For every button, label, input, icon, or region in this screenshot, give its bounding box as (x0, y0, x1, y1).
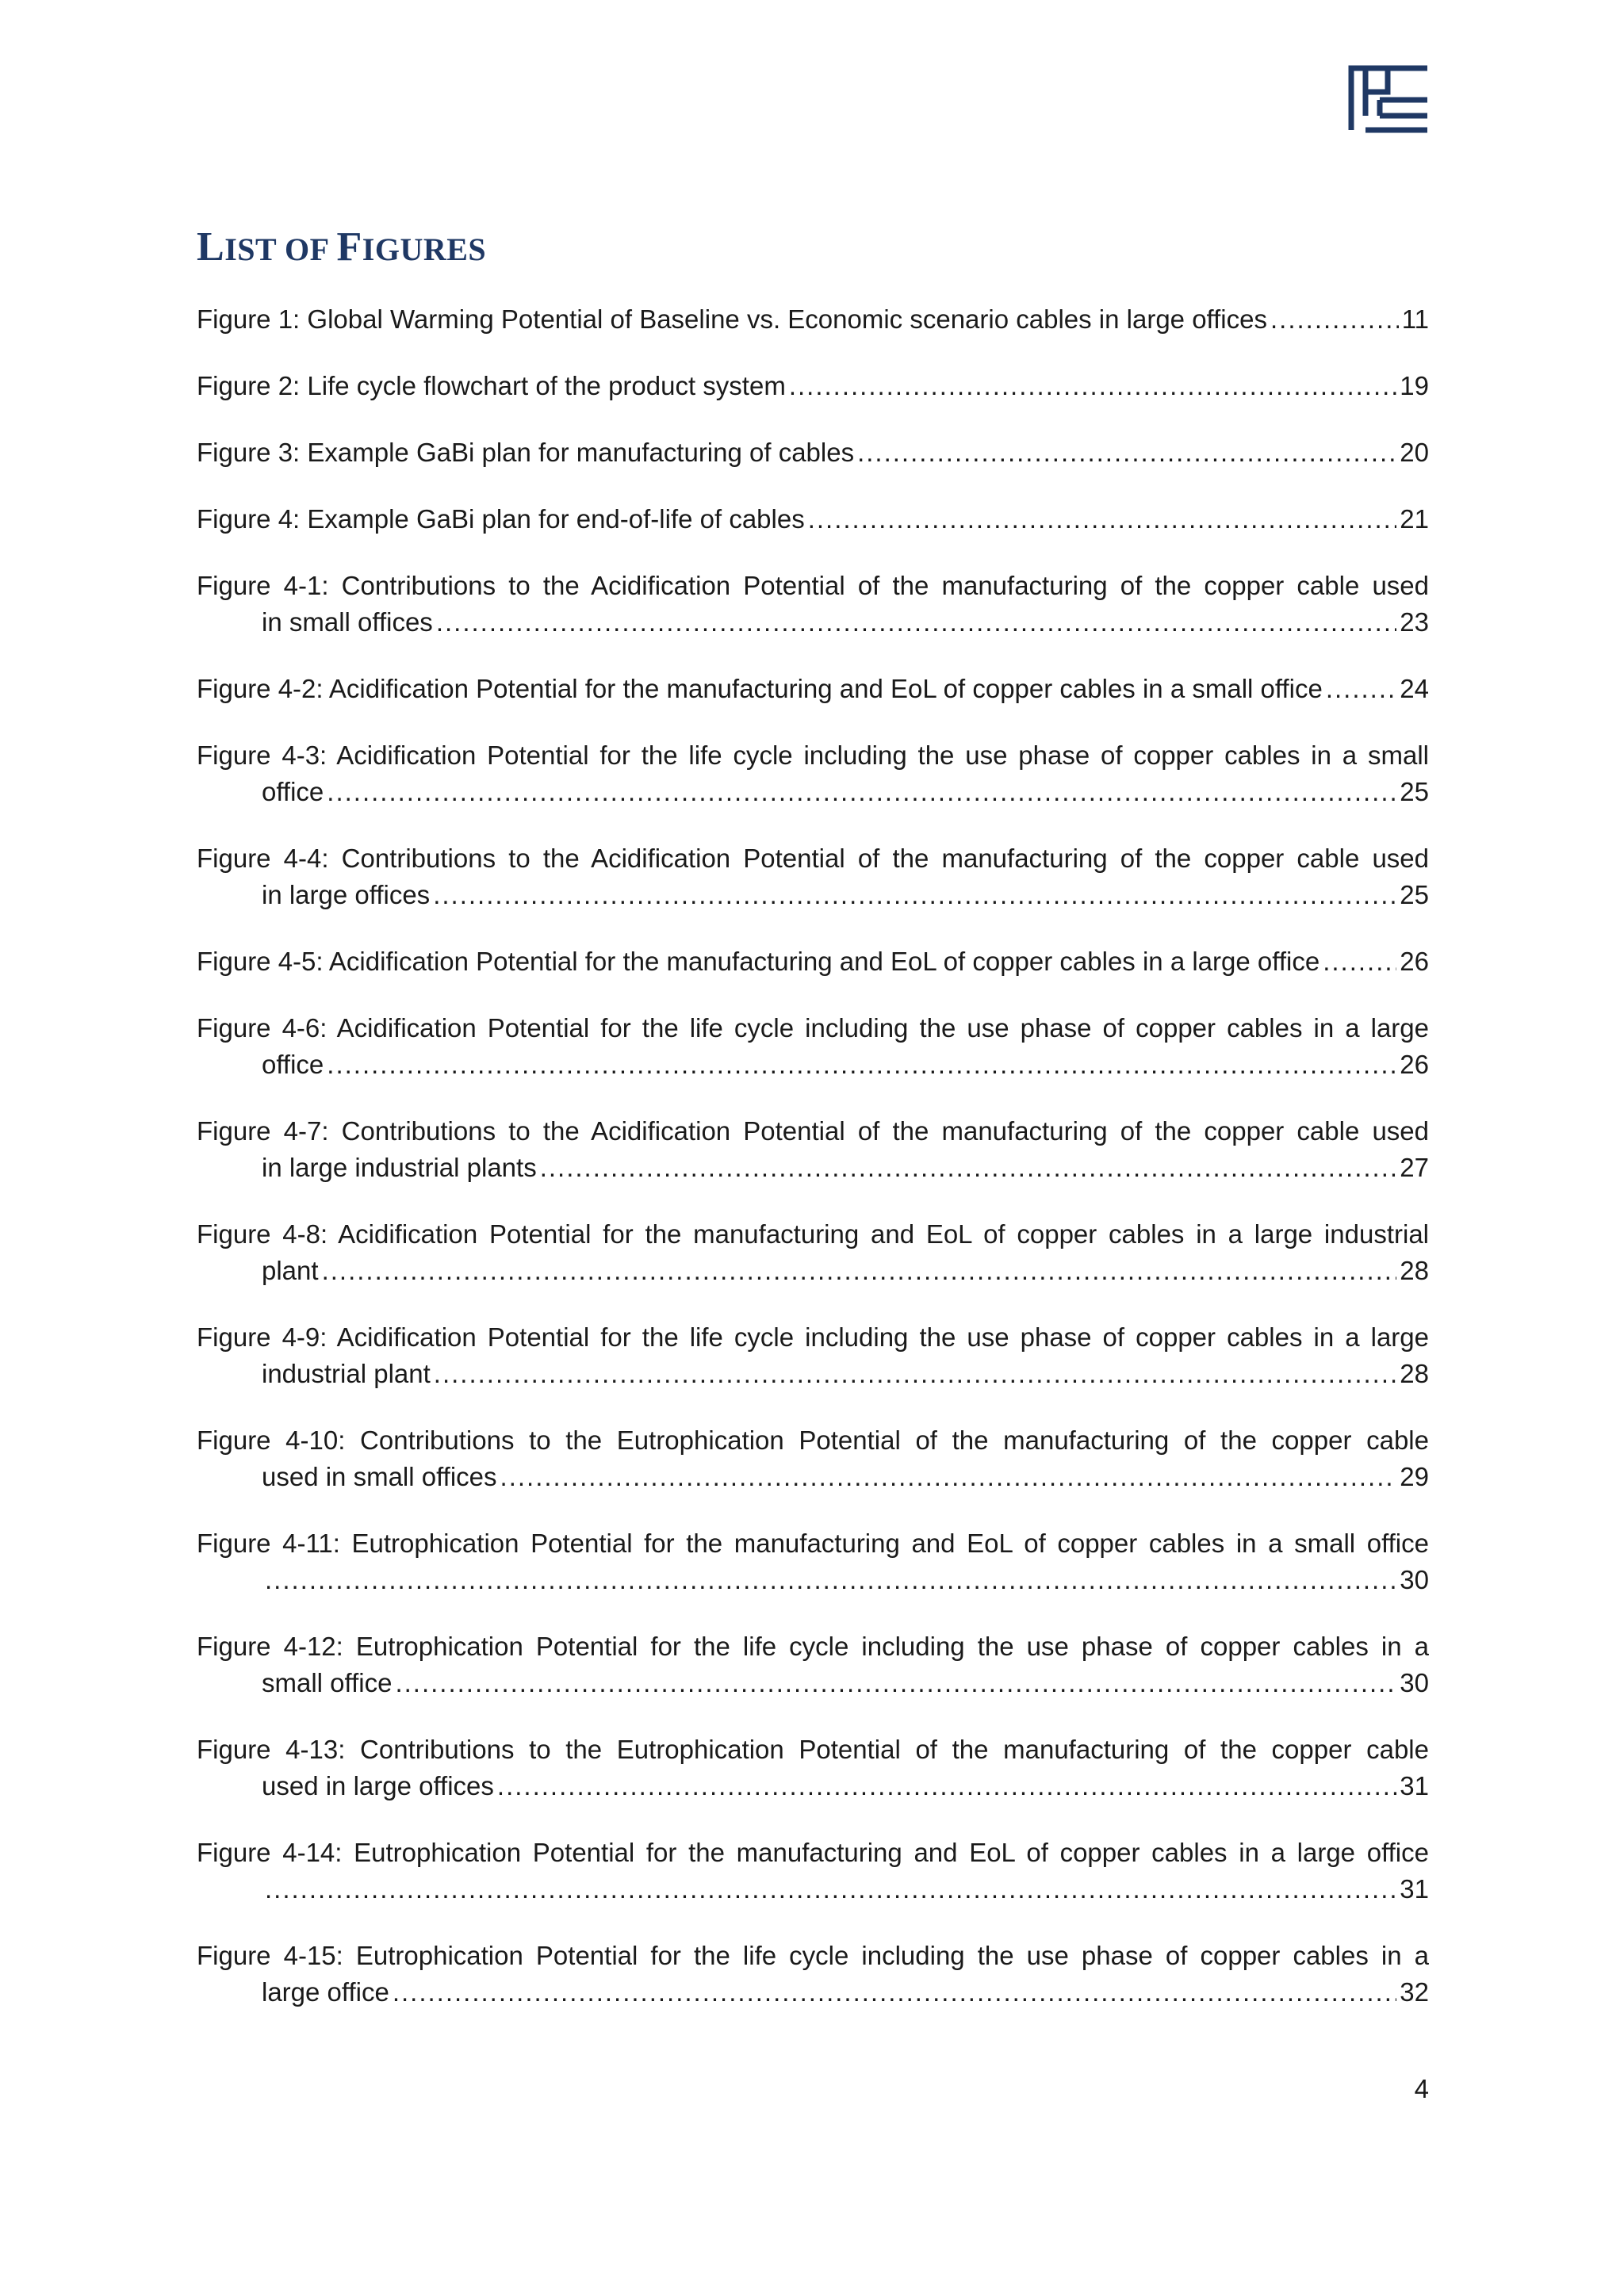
toc-entry-page: 23 (1400, 607, 1429, 637)
toc-entry-title-line: Figure 4-10: Contributions to the Eutrophication Potential of the manufacturing of the copper cable (197, 1425, 1429, 1455)
toc-entry[interactable] (197, 840, 1429, 913)
pe-logo-icon (1348, 65, 1431, 133)
dot-leader (436, 604, 1396, 641)
toc-entry-leader-line (197, 501, 1429, 538)
toc-entry[interactable] (197, 1216, 1429, 1289)
toc-entry-title: office (262, 777, 324, 806)
toc-entry-leader-line (197, 1150, 1429, 1186)
dot-leader (540, 1150, 1397, 1186)
toc-entry-title: Figure 4: Example GaBi plan for end-of-life of cables (197, 504, 805, 534)
toc-entry-page: 28 (1400, 1256, 1429, 1285)
toc-entry-leader-line (197, 368, 1429, 404)
toc-entry-title: industrial plant (262, 1359, 431, 1388)
toc-entry[interactable] (197, 1422, 1429, 1495)
toc-entry[interactable] (197, 1732, 1429, 1804)
page-number: 4 (1414, 2074, 1429, 2103)
toc-entry[interactable] (197, 501, 1429, 538)
toc-entry-page: 26 (1400, 947, 1429, 976)
toc-entry-title: office (262, 1050, 324, 1079)
toc-entry-page: 31 (1400, 1874, 1429, 1904)
dot-leader (500, 1459, 1397, 1495)
toc-entry-page: 21 (1400, 504, 1429, 534)
toc-entry[interactable] (197, 1525, 1429, 1598)
toc-entry-title: plant (262, 1256, 319, 1285)
toc-entry-title-line: Figure 4-8: Acidification Potential for the manufacturing and EoL of copper cables in a large industrial (197, 1219, 1429, 1249)
dot-leader (327, 1047, 1396, 1083)
toc-entry-leader-line (197, 1562, 1429, 1598)
toc-entry-title: Figure 3: Example GaBi plan for manufacturing of cables (197, 438, 855, 467)
toc-entry-title: Figure 2: Life cycle flowchart of the product system (197, 371, 786, 400)
dot-leader (265, 1562, 1396, 1598)
toc-entry[interactable] (197, 671, 1429, 707)
toc-entry-page: 27 (1400, 1153, 1429, 1182)
toc-entry-title-line: Figure 4-9: Acidification Potential for the life cycle including the use phase of copper cables in a large (197, 1322, 1429, 1352)
dot-leader (322, 1253, 1397, 1289)
toc-entry-leader-line (197, 1459, 1429, 1495)
toc-entry-leader-line (197, 1253, 1429, 1289)
toc-entry-page: 32 (1400, 1977, 1429, 2007)
page-title: LIST OF FIGURES (197, 224, 487, 270)
toc-entry-leader-line (197, 943, 1429, 980)
toc-entry-title-line: Figure 4-12: Eutrophication Potential for the life cycle including the use phase of copper cables in a (197, 1632, 1429, 1661)
toc-entry-title-line: Figure 4-1: Contributions to the Acidification Potential of the manufacturing of the copper cable used (197, 571, 1429, 600)
toc-entry-title-line: Figure 4-7: Contributions to the Acidification Potential of the manufacturing of the copper cable used (197, 1116, 1429, 1146)
toc-entry-leader-line (197, 1871, 1429, 1908)
toc-entry-leader-line (197, 877, 1429, 913)
toc-entry-page: 19 (1400, 371, 1429, 400)
toc-entry-page: 29 (1400, 1462, 1429, 1491)
toc-entry-page: 30 (1400, 1668, 1429, 1697)
toc-entry-page: 20 (1400, 438, 1429, 467)
dot-leader (327, 774, 1396, 810)
dot-leader (434, 1356, 1396, 1392)
toc-entry[interactable] (197, 1938, 1429, 2011)
toc-entry[interactable] (197, 1628, 1429, 1701)
toc-entry-title-line: Figure 4-15: Eutrophication Potential for the life cycle including the use phase of copper cables in a (197, 1941, 1429, 1970)
toc-entry-page: 24 (1400, 674, 1429, 703)
toc-entry-title-line: Figure 4-4: Contributions to the Acidification Potential of the manufacturing of the copper cable used (197, 844, 1429, 873)
toc-entry-leader-line (197, 434, 1429, 471)
toc-entry-title: used in large offices (262, 1771, 494, 1800)
toc-entry[interactable] (197, 1835, 1429, 1908)
toc-entry-title: Figure 4-5: Acidification Potential for the manufacturing and EoL of copper cables in a large office (197, 947, 1320, 976)
toc-entry-leader-line (197, 1356, 1429, 1392)
toc-entry-leader-line (197, 1047, 1429, 1083)
dot-leader (395, 1665, 1396, 1701)
toc-entry-leader-line (197, 671, 1429, 707)
toc-entry-page: 28 (1400, 1359, 1429, 1388)
toc-entry-title: small office (262, 1668, 393, 1697)
toc-entry-title: in large offices (262, 880, 431, 909)
toc-entry-leader-line (197, 1768, 1429, 1804)
dot-leader (433, 877, 1396, 913)
toc-entry-leader-line (197, 604, 1429, 641)
toc-entry-title-line: Figure 4-13: Contributions to the Eutrophication Potential of the manufacturing of the copper cable (197, 1735, 1429, 1764)
toc-entry-title: in large industrial plants (262, 1153, 537, 1182)
dot-leader (1270, 301, 1399, 338)
toc-entry-title: used in small offices (262, 1462, 497, 1491)
toc-entry-page: 30 (1400, 1565, 1429, 1594)
toc-entry-title: Figure 1: Global Warming Potential of Baseline vs. Economic scenario cables in large offices (197, 304, 1267, 334)
toc-entry-page: 11 (1401, 304, 1429, 334)
toc-entry[interactable] (197, 368, 1429, 404)
dot-leader (265, 1871, 1396, 1908)
toc-entry[interactable] (197, 1319, 1429, 1392)
toc-entry-page: 26 (1400, 1050, 1429, 1079)
dot-leader (393, 1974, 1396, 2011)
toc-entry[interactable] (197, 943, 1429, 980)
dot-leader (1326, 671, 1396, 707)
dot-leader (808, 501, 1397, 538)
toc-entry-leader-line (197, 301, 1429, 338)
toc-entry-leader-line (197, 1974, 1429, 2011)
list-of-figures (197, 301, 1429, 2041)
toc-entry[interactable] (197, 434, 1429, 471)
toc-entry-page: 25 (1400, 777, 1429, 806)
toc-entry-title: in small offices (262, 607, 433, 637)
dot-leader (857, 434, 1396, 471)
toc-entry-page: 25 (1400, 880, 1429, 909)
toc-entry-title-line: Figure 4-6: Acidification Potential for the life cycle including the use phase of copper cables in a large (197, 1013, 1429, 1043)
dot-leader (497, 1768, 1396, 1804)
toc-entry[interactable] (197, 737, 1429, 810)
toc-entry[interactable] (197, 1010, 1429, 1083)
toc-entry-title-line: Figure 4-11: Eutrophication Potential for the manufacturing and EoL of copper cables in a small office (197, 1529, 1429, 1558)
toc-entry-title-line: Figure 4-3: Acidification Potential for the life cycle including the use phase of copper cables in a small (197, 740, 1429, 770)
toc-entry-leader-line (197, 1665, 1429, 1701)
toc-entry-page: 31 (1400, 1771, 1429, 1800)
dot-leader (789, 368, 1396, 404)
toc-entry-title: large office (262, 1977, 389, 2007)
toc-entry[interactable] (197, 1113, 1429, 1186)
toc-entry-title: Figure 4-2: Acidification Potential for the manufacturing and EoL of copper cables in a small office (197, 674, 1323, 703)
dot-leader (1323, 943, 1396, 980)
toc-entry[interactable] (197, 568, 1429, 641)
toc-entry[interactable] (197, 301, 1429, 338)
toc-entry-leader-line (197, 774, 1429, 810)
toc-entry-title-line: Figure 4-14: Eutrophication Potential for the manufacturing and EoL of copper cables in a large office (197, 1838, 1429, 1867)
